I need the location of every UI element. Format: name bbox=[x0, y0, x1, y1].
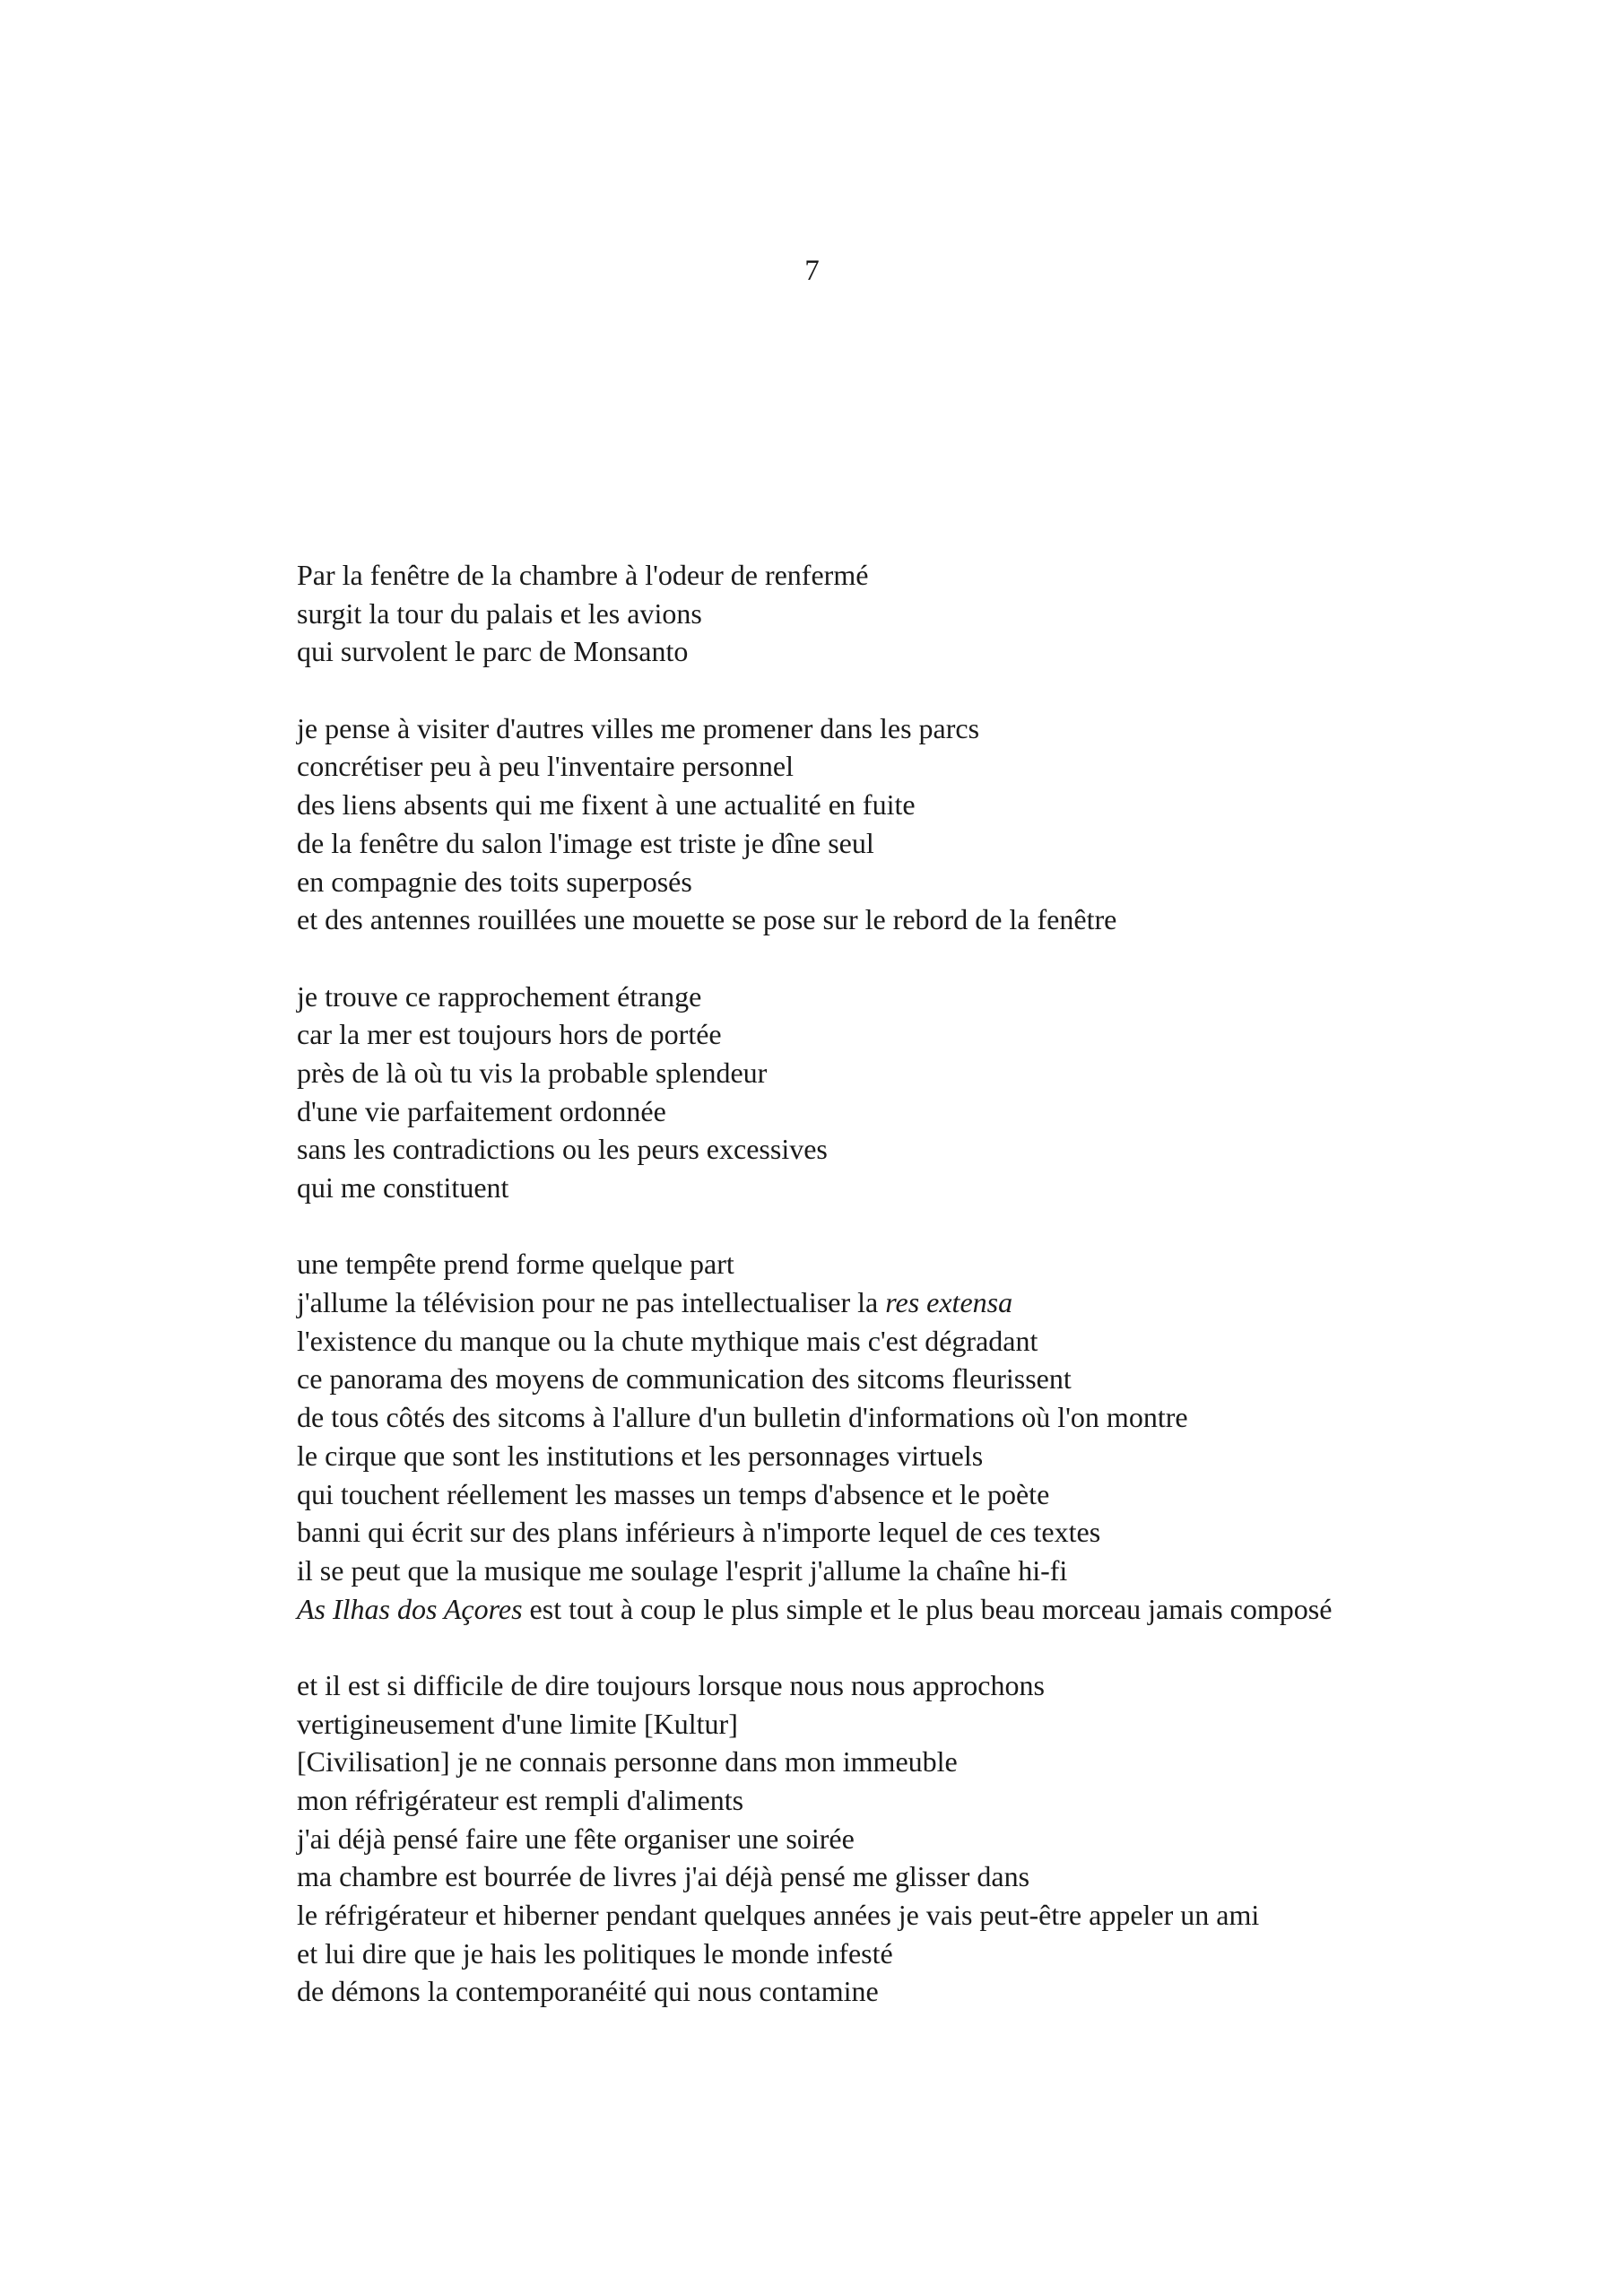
poem-body bbox=[297, 556, 1588, 2049]
line-text: qui survolent le parc de Monsanto bbox=[297, 635, 689, 668]
stanza bbox=[297, 1245, 1588, 1628]
poem-line bbox=[297, 1935, 1588, 1973]
stanza bbox=[297, 978, 1588, 1207]
poem-line bbox=[297, 1283, 1588, 1322]
stanza bbox=[297, 709, 1588, 939]
poem-line bbox=[297, 709, 1588, 748]
line-text: j'allume la télévision pour ne pas intellectualiser la bbox=[297, 1286, 886, 1319]
poem-line bbox=[297, 786, 1588, 824]
poem-line bbox=[297, 1437, 1588, 1475]
line-text: ce panorama des moyens de communication des sitcoms fleurissent bbox=[297, 1362, 1072, 1396]
line-text: l'existence du manque ou la chute mythique mais c'est dégradant bbox=[297, 1324, 1038, 1357]
poem-line bbox=[297, 1743, 1588, 1781]
line-text: je trouve ce rapprochement étrange bbox=[297, 979, 702, 1013]
poem-line bbox=[297, 1781, 1588, 1820]
line-text: une tempête prend forme quelque part bbox=[297, 1248, 734, 1281]
poem-line bbox=[297, 1092, 1588, 1131]
line-text: mon réfrigérateur est rempli d'aliments bbox=[297, 1784, 744, 1816]
italic-title: res extensa bbox=[885, 1286, 1013, 1319]
line-text: et lui dire que je hais les politiques le monde infesté bbox=[297, 1936, 893, 1970]
line-text: sans les contradictions ou les peurs excessives bbox=[297, 1133, 828, 1166]
poem-line bbox=[297, 1820, 1588, 1858]
line-text: qui touchent réellement les masses un temps d'absence et le poète bbox=[297, 1477, 1050, 1510]
poem-line bbox=[297, 1360, 1588, 1398]
poem-line bbox=[297, 1513, 1588, 1552]
line-text: des liens absents qui me fixent à une actualité en fuite bbox=[297, 788, 916, 822]
poem-line bbox=[297, 1015, 1588, 1054]
line-text: car la mer est toujours hors de portée bbox=[297, 1018, 722, 1051]
line-text: et il est si difficile de dire toujours lorsque nous nous approchons bbox=[297, 1668, 1045, 1701]
line-text: de démons la contemporanéité qui nous contamine bbox=[297, 1975, 879, 2008]
line-text: de tous côtés des sitcoms à l'allure d'un bulletin d'informations où l'on montre bbox=[297, 1401, 1188, 1434]
poem-line bbox=[297, 1666, 1588, 1705]
line-text: vertigineusement d'une limite [Kultur] bbox=[297, 1707, 738, 1740]
poem-line bbox=[297, 863, 1588, 901]
poem-line bbox=[297, 1322, 1588, 1361]
line-text: près de là où tu vis la probable splendeur bbox=[297, 1056, 768, 1089]
line-text: Par la fenêtre de la chambre à l'odeur de renfermé bbox=[297, 559, 869, 591]
line-text: j'ai déjà pensé faire une fête organiser une soirée bbox=[297, 1822, 855, 1855]
line-text: concrétiser peu à peu l'inventaire personnel bbox=[297, 750, 794, 783]
poem-line bbox=[297, 1398, 1588, 1437]
poem-line bbox=[297, 1130, 1588, 1169]
line-text: surgit la tour du palais et les avions bbox=[297, 596, 702, 630]
poem-line bbox=[297, 900, 1588, 939]
poem-line bbox=[297, 1972, 1588, 2011]
line-text: le cirque que sont les institutions et les personnages virtuels bbox=[297, 1439, 984, 1472]
line-text: il se peut que la musique me soulage l'esprit j'allume la chaîne hi-fi bbox=[297, 1553, 1068, 1587]
poem-line bbox=[297, 595, 1588, 633]
line-text: qui me constituent bbox=[297, 1171, 509, 1204]
poem-line bbox=[297, 1054, 1588, 1092]
poem-line bbox=[297, 1552, 1588, 1590]
line-text: d'une vie parfaitement ordonnée bbox=[297, 1094, 666, 1127]
poem-line bbox=[297, 1169, 1588, 1207]
poem-line bbox=[297, 632, 1588, 671]
poem-line bbox=[297, 1896, 1588, 1935]
poem-line bbox=[297, 556, 1588, 595]
line-text: de la fenêtre du salon l'image est triste je dîne seul bbox=[297, 826, 874, 859]
poem-line bbox=[297, 1705, 1588, 1744]
line-text: en compagnie des toits superposés bbox=[297, 865, 692, 898]
line-text: et des antennes rouillées une mouette se pose sur le rebord de la fenêtre bbox=[297, 903, 1117, 936]
poem-line bbox=[297, 1245, 1588, 1283]
poem-line bbox=[297, 1590, 1588, 1629]
poem-line bbox=[297, 1857, 1588, 1896]
poem-line bbox=[297, 1475, 1588, 1514]
page-number: 7 bbox=[804, 255, 820, 287]
line-text: ma chambre est bourrée de livres j'ai déjà pensé me glisser dans bbox=[297, 1860, 1030, 1893]
line-text: le réfrigérateur et hiberner pendant quelques années je vais peut-être appeler un ami bbox=[297, 1899, 1260, 1932]
stanza bbox=[297, 556, 1588, 671]
line-text: [Civilisation] je ne connais personne dans mon immeuble bbox=[297, 1745, 958, 1779]
line-text: banni qui écrit sur des plans inférieurs à n'importe lequel de ces textes bbox=[297, 1516, 1101, 1549]
poem-line bbox=[297, 824, 1588, 863]
poem-line bbox=[297, 747, 1588, 786]
line-text: je pense à visiter d'autres villes me promener dans les parcs bbox=[297, 711, 980, 744]
line-text-after: est tout à coup le plus simple et le plus beau morceau jamais composé bbox=[522, 1592, 1333, 1625]
poem-line bbox=[297, 978, 1588, 1016]
stanza bbox=[297, 1666, 1588, 2011]
italic-title: As Ilhas dos Açores bbox=[297, 1592, 523, 1625]
